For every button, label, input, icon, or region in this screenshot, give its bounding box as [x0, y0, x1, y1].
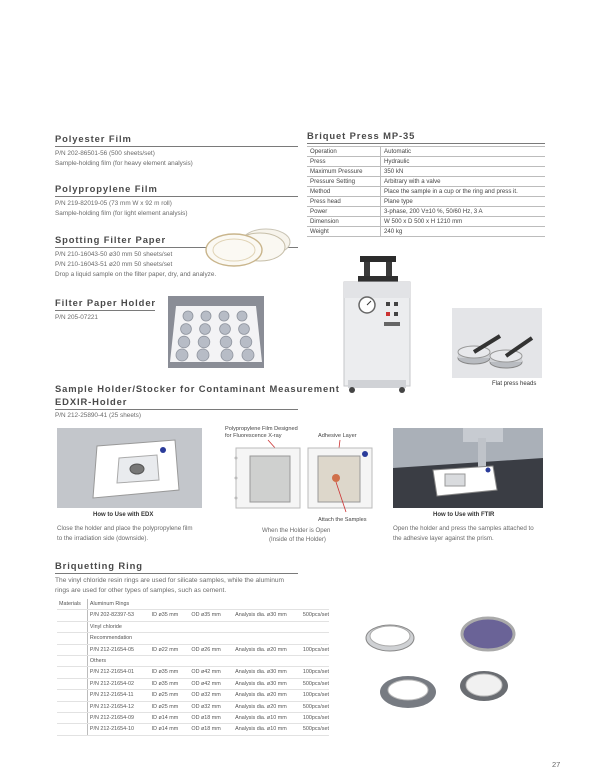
table-cell: Analysis dia. ø10 mm: [233, 713, 301, 724]
table-cell: ID ø35 mm: [150, 667, 190, 678]
table-cell: ID ø25 mm: [150, 690, 190, 701]
spotting-filter-paper-title: Spotting Filter Paper: [55, 234, 167, 245]
table-cell: 500pcs/set: [301, 724, 329, 735]
table-cell: Analysis dia. ø20 mm: [233, 701, 301, 712]
table-cell: P/N 212-21654-01: [87, 667, 149, 678]
ftir-desc-2: the adhesive layer against the prism.: [393, 535, 494, 542]
briquet-press-spec-table: [307, 146, 545, 237]
table-cell: [57, 656, 87, 667]
spec-row: [307, 187, 545, 197]
table-cell: ID ø14 mm: [150, 713, 190, 724]
table-cell: [301, 621, 329, 632]
spotting-pn-1: P/N 210-16043-50 ø30 mm 50 sheets/set: [55, 251, 173, 258]
section-divider: [55, 310, 155, 311]
table-cell: 100pcs/set: [301, 644, 329, 655]
table-cell: [57, 713, 87, 724]
table-row: [57, 656, 329, 667]
adhesive-layer-label: Adhesive Layer: [318, 433, 357, 439]
table-cell: [233, 633, 301, 644]
ftir-usage-image: [393, 428, 543, 508]
spec-key: Dimension: [307, 217, 381, 227]
table-row: [57, 678, 329, 689]
edx-desc-1: Close the holder and place the polypropylene film: [57, 525, 193, 532]
table-cell: [57, 690, 87, 701]
table-cell: 100pcs/set: [301, 667, 329, 678]
table-cell: Analysis dia. ø20 mm: [233, 644, 301, 655]
spec-row: [307, 147, 545, 157]
ftir-caption: How to Use with FTIR: [433, 512, 495, 518]
table-cell: OD ø32 mm: [189, 690, 233, 701]
spec-key: Power: [307, 207, 381, 217]
table-cell: [57, 633, 87, 644]
table-cell: OD ø42 mm: [189, 678, 233, 689]
table-cell: [301, 599, 329, 610]
briquet-press-machine-image: [340, 252, 416, 394]
table-row: [57, 644, 329, 655]
table-cell: [233, 599, 301, 610]
briquetting-ring-table: [57, 599, 329, 736]
filter-paper-holder-image: [168, 296, 264, 368]
edx-desc-2: to the irradiation side (downside).: [57, 535, 149, 542]
table-cell: Aluminum Rings: [87, 599, 149, 610]
table-cell: Others: [87, 656, 149, 667]
spec-key: Method: [307, 187, 381, 197]
spec-value: Hydraulic: [381, 157, 546, 167]
table-cell: OD ø26 mm: [189, 644, 233, 655]
table-row: [57, 621, 329, 632]
table-cell: 100pcs/set: [301, 713, 329, 724]
table-cell: 500pcs/set: [301, 678, 329, 689]
section-divider: [55, 409, 298, 410]
table-cell: [150, 656, 190, 667]
spec-row: [307, 177, 545, 187]
table-cell: [150, 599, 190, 610]
table-cell: ID ø14 mm: [150, 724, 190, 735]
filter-paper-holder-title: Filter Paper Holder: [55, 297, 156, 308]
table-cell: [150, 621, 190, 632]
table-cell: P/N 212-21654-09: [87, 713, 149, 724]
briquetting-ring-title: Briquetting Ring: [55, 560, 143, 571]
spotting-desc: Drop a liquid sample on the filter paper, dry, and analyze.: [55, 271, 217, 278]
spec-row: [307, 157, 545, 167]
flat-press-heads-image: [452, 308, 542, 378]
table-cell: 500pcs/set: [301, 701, 329, 712]
edxir-holder-title: EDXIR-Holder: [55, 396, 128, 407]
table-cell: Analysis dia. ø20 mm: [233, 690, 301, 701]
table-cell: P/N 212-21654-12: [87, 701, 149, 712]
table-cell: ID ø35 mm: [150, 678, 190, 689]
polypropylene-film-pn: P/N 219-82019-05 (73 mm W x 92 m roll): [55, 200, 172, 207]
briquetting-rings-image: [350, 608, 542, 724]
table-cell: [57, 644, 87, 655]
ftir-desc-1: Open the holder and press the samples attached to: [393, 525, 534, 532]
table-cell: Analysis dia. ø30 mm: [233, 610, 301, 621]
page-number: 27: [552, 760, 561, 769]
spec-row: [307, 197, 545, 207]
edx-caption: How to Use with EDX: [93, 512, 154, 518]
table-cell: P/N 212-21654-05: [87, 644, 149, 655]
spec-key: Press: [307, 157, 381, 167]
spec-key: Maximum Pressure: [307, 167, 381, 177]
table-cell: Analysis dia. ø10 mm: [233, 724, 301, 735]
table-cell: 100pcs/set: [301, 690, 329, 701]
spec-value: 3-phase, 200 V±10 %, 50/60 Hz, 3 A: [381, 207, 546, 217]
table-row: [57, 713, 329, 724]
polypropylene-film-title: Polypropylene Film: [55, 183, 158, 194]
table-cell: Analysis dia. ø30 mm: [233, 667, 301, 678]
polyester-film-pn: P/N 202-86501-56 (500 sheets/set): [55, 150, 155, 157]
table-row: [57, 610, 329, 621]
filter-paper-holder-pn: P/N 205-07221: [55, 314, 98, 321]
table-cell: [57, 610, 87, 621]
table-cell: P/N 202-82397-53: [87, 610, 149, 621]
materials-label: Materials: [57, 599, 87, 610]
table-row: [57, 690, 329, 701]
polyester-film-title: Polyester Film: [55, 133, 132, 144]
table-cell: Analysis dia. ø30 mm: [233, 678, 301, 689]
flat-press-heads-caption: Flat press heads: [492, 381, 537, 387]
briquetting-desc-2: rings are used for other types of samples, such as cement.: [55, 587, 227, 594]
table-cell: [233, 621, 301, 632]
table-cell: [150, 633, 190, 644]
table-cell: [189, 599, 233, 610]
sample-holder-title: Sample Holder/Stocker for Contaminant Measurement: [55, 383, 340, 394]
table-cell: [57, 724, 87, 735]
table-cell: P/N 212-21654-11: [87, 690, 149, 701]
table-cell: [189, 621, 233, 632]
table-cell: [57, 678, 87, 689]
holder-open-diagram: [228, 438, 378, 516]
table-cell: 500pcs/set: [301, 610, 329, 621]
table-cell: [301, 656, 329, 667]
table-cell: ID ø22 mm: [150, 644, 190, 655]
spec-value: 240 kg: [381, 227, 546, 237]
table-cell: OD ø18 mm: [189, 713, 233, 724]
holder-open-label-2: (Inside of the Holder): [269, 536, 326, 543]
edxir-holder-pn: P/N 212-25890-41 (25 sheets): [55, 412, 141, 419]
table-cell: [57, 667, 87, 678]
table-cell: [189, 656, 233, 667]
section-divider: [55, 196, 298, 197]
edx-usage-image: [57, 428, 202, 508]
spec-value: Automatic: [381, 147, 546, 157]
polyester-film-desc: Sample-holding film (for heavy element analysis): [55, 160, 193, 167]
spec-value: W 500 x D 500 x H 1210 mm: [381, 217, 546, 227]
section-divider: [55, 146, 298, 147]
spec-value: 350 kN: [381, 167, 546, 177]
pp-film-label-2: for Fluorescence X-ray: [225, 433, 282, 439]
pp-film-label-1: Polypropylene Film Designed: [225, 426, 298, 432]
attach-samples-label: Attach the Samples: [318, 517, 367, 523]
spec-row: [307, 217, 545, 227]
spec-row: [307, 167, 545, 177]
spec-value: Place the sample in a cup or the ring and press it.: [381, 187, 546, 197]
table-cell: Recommendation: [87, 633, 149, 644]
briquet-press-title: Briquet Press MP-35: [307, 130, 416, 141]
holder-open-label-1: When the Holder is Open: [262, 527, 331, 534]
spec-value: Plane type: [381, 197, 546, 207]
table-row: [57, 633, 329, 644]
spec-key: Weight: [307, 227, 381, 237]
spec-key: Operation: [307, 147, 381, 157]
table-row: [57, 701, 329, 712]
table-cell: OD ø18 mm: [189, 724, 233, 735]
section-divider: [55, 573, 298, 574]
table-cell: [301, 633, 329, 644]
spotting-pn-2: P/N 210-16043-51 ø20 mm 50 sheets/set: [55, 261, 173, 268]
table-cell: [57, 621, 87, 632]
table-cell: OD ø32 mm: [189, 701, 233, 712]
table-cell: [189, 633, 233, 644]
table-cell: OD ø42 mm: [189, 667, 233, 678]
table-cell: ID ø25 mm: [150, 701, 190, 712]
briquetting-desc-1: The vinyl chloride resin rings are used for silicate samples, while the aluminum: [55, 577, 285, 584]
table-cell: P/N 212-21654-02: [87, 678, 149, 689]
filter-paper-image: [200, 226, 292, 270]
spec-value: Arbitrary with a valve: [381, 177, 546, 187]
table-row: [57, 667, 329, 678]
table-cell: [233, 656, 301, 667]
section-divider: [307, 143, 545, 144]
table-cell: [57, 701, 87, 712]
polypropylene-film-desc: Sample-holding film (for light element analysis): [55, 210, 188, 217]
table-cell: OD ø35 mm: [189, 610, 233, 621]
table-cell: P/N 212-21654-10: [87, 724, 149, 735]
spec-key: Press head: [307, 197, 381, 207]
spec-row: [307, 207, 545, 217]
spec-key: Pressure Setting: [307, 177, 381, 187]
spec-row: [307, 227, 545, 237]
table-row: [57, 599, 329, 610]
table-cell: Vinyl chloride: [87, 621, 149, 632]
table-cell: ID ø35 mm: [150, 610, 190, 621]
table-row: [57, 724, 329, 735]
